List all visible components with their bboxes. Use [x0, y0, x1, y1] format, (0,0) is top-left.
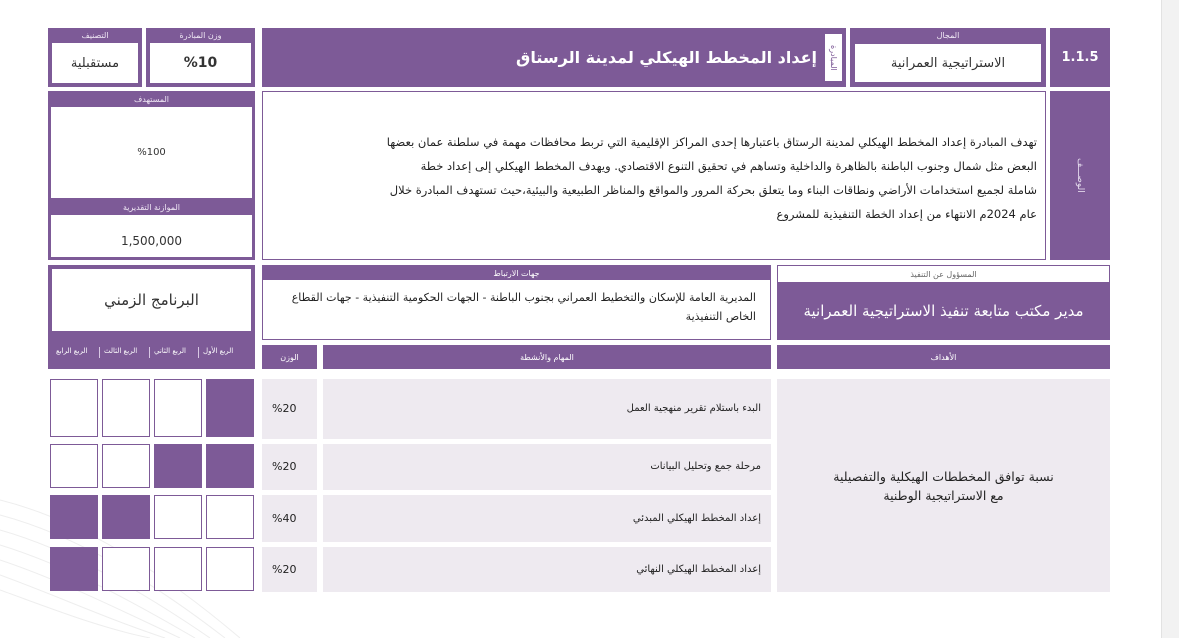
task-weight-cell [262, 444, 317, 490]
task-weight-cell [262, 547, 317, 592]
quarter-separator [198, 347, 199, 358]
timeline-cell [154, 444, 202, 488]
quarter-separator [149, 347, 150, 358]
timeline-cell [102, 444, 150, 488]
timeline-cell [206, 547, 254, 591]
quarter-label-4: الربع الرابع [56, 347, 88, 355]
task-weight: %20 [272, 460, 297, 473]
tasks-header: المهام والأنشطة [323, 345, 771, 369]
initiative-title: إعداد المخطط الهيكلي لمدينة الرستاق [516, 48, 817, 67]
description-line: شاملة لجميع استخدامات الأراضي ونطاقات البناء وما يتعلق بحركة المرور والمواقع والمناظر الطبيعية والبيئية،حيث تستهدف المبادرة خلال [389, 183, 1037, 197]
initiative-code: 1.1.5 [1050, 28, 1110, 87]
task-row [323, 547, 771, 592]
task-weight: %40 [272, 512, 297, 525]
task-weight: %20 [272, 563, 297, 576]
task-row [323, 495, 771, 542]
responsible-value: مدير مكتب متابعة تنفيذ الاستراتيجية العمرانية [803, 301, 1084, 320]
description-label-box [1050, 91, 1110, 260]
links-value: المديرية العامة للإسكان والتخطيط العمراني بجنوب الباطنة - الجهات الحكومية التنفيذية - جهات القطاع الخاص التنفيذية [291, 291, 756, 323]
timeline-cell [154, 379, 202, 437]
task-row [323, 379, 771, 439]
class-label: التصنيف [81, 31, 109, 40]
initiative-box [262, 28, 846, 87]
goal-cell: نسبة توافق المخططات الهيكلية والتفصيلية مع الاستراتيجية الوطنية [777, 379, 1110, 592]
weight-header: الوزن [262, 345, 317, 369]
description-line: البعض مثل شمال وجنوب الباطنة بالظاهرة والداخلية وتساهم في تحقيق التنوع الاقتصادي. ويهدف المخطط الهيكلي إلى إعداد خطة [420, 159, 1037, 173]
field-value: الاستراتيجية العمرانية [855, 44, 1041, 82]
timeline-cell [206, 495, 254, 539]
class-value: مستقبلية [52, 43, 138, 83]
timeline-cell [206, 444, 254, 488]
responsible-box [777, 265, 1110, 340]
timeline-cell [102, 379, 150, 437]
task-name: إعداد المخطط الهيكلي المبدئي [632, 513, 761, 524]
task-weight-cell [262, 379, 317, 439]
target-label: المستهدف [133, 95, 169, 104]
timeline-cell [50, 495, 98, 539]
description-label: الوصـــف [1075, 158, 1085, 193]
task-weight-cell [262, 495, 317, 542]
timeline-cell [102, 495, 150, 539]
responsible-label: المسؤول عن التنفيذ [778, 266, 1109, 282]
quarter-label-2: الربع الثاني [154, 347, 186, 355]
timeline-title: البرنامج الزمني [52, 269, 251, 331]
task-name: مرحلة جمع وتحليل البيانات [650, 461, 761, 472]
description-text [262, 91, 1046, 260]
task-name: إعداد المخطط الهيكلي النهائي [636, 564, 761, 575]
weight-value: %10 [150, 43, 251, 83]
timeline-cell [50, 547, 98, 591]
timeline-cell [154, 495, 202, 539]
quarter-label-1: الربع الأول [203, 347, 234, 355]
links-label: جهات الارتباط [263, 266, 770, 280]
budget-label: الموازنة التقديرية [122, 203, 181, 212]
timeline-cell [50, 379, 98, 437]
description-line: تهدف المبادرة إعداد المخطط الهيكلي لمدينة الرستاق باعتبارها إحدى المراكز الإقليمية التي تربط محافظات مهمة في سلطنة عمان بعضها [386, 135, 1037, 149]
field-box [850, 28, 1046, 87]
weight-box [146, 28, 255, 87]
task-row [323, 444, 771, 490]
timeline-cell [50, 444, 98, 488]
target-budget-box [48, 91, 255, 260]
initiative-label: المبادرة [829, 44, 838, 71]
links-box [262, 265, 771, 340]
goals-header: الأهداف [777, 345, 1110, 369]
task-name: البدء باستلام تقرير منهجية العمل [626, 403, 761, 414]
timeline-cell [154, 547, 202, 591]
weight-label: وزن المبادرة [179, 31, 222, 40]
page-scrollbar[interactable] [1161, 0, 1179, 638]
class-box [48, 28, 142, 87]
task-weight: %20 [272, 402, 297, 415]
budget-value: 1,500,000 [51, 215, 252, 257]
timeline-cell [102, 547, 150, 591]
field-label: المجال [936, 31, 960, 40]
quarter-label-3: الربع الثالث [104, 347, 138, 355]
quarter-separator [99, 347, 100, 358]
description-line: عام 2024م الانتهاء من إعداد الخطة التنفيذية للمشروع [776, 207, 1037, 221]
initiative-label-box [825, 34, 842, 81]
timeline-cell [206, 379, 254, 437]
target-value: %100 [51, 107, 252, 198]
